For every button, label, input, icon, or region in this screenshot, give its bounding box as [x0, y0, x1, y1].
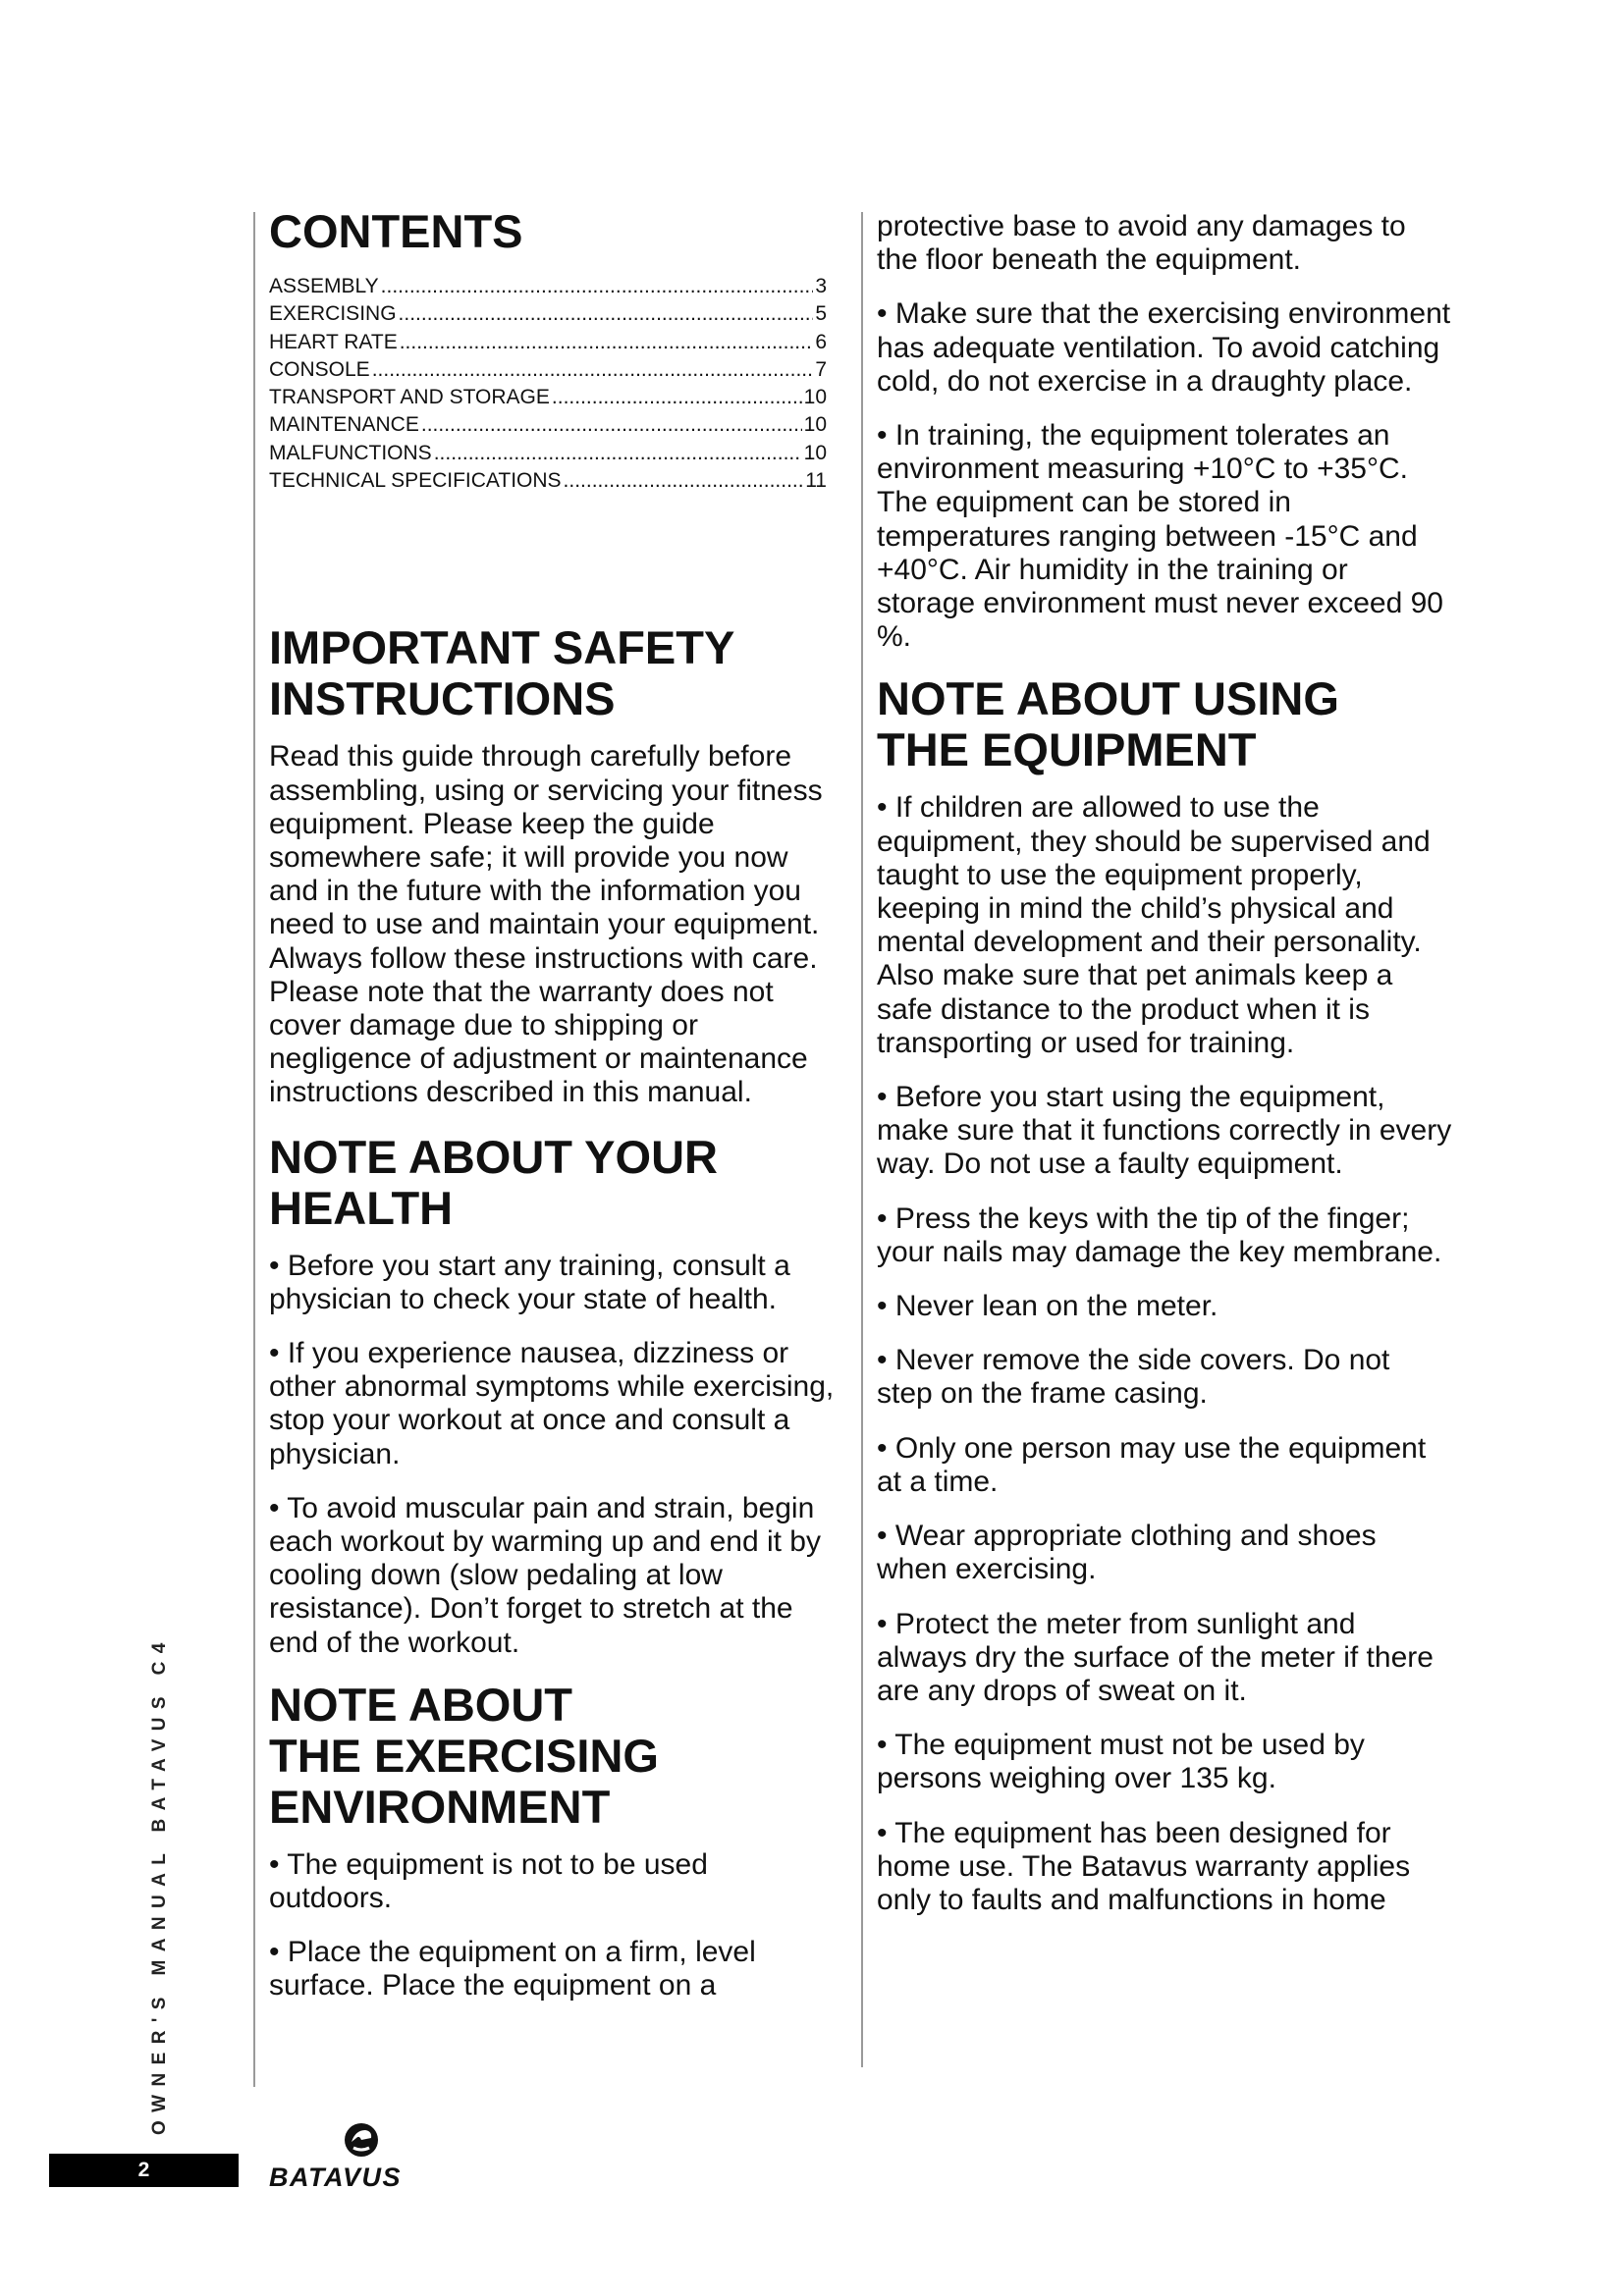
environment-heading-line: THE EXERCISING [269, 1729, 659, 1782]
health-heading-line: NOTE ABOUT YOUR [269, 1130, 718, 1183]
using-heading [877, 673, 1452, 775]
toc-item[interactable] [269, 329, 827, 356]
left-column [269, 206, 837, 2003]
using-bullet: • Before you start using the equipment, make sure that it functions correctly in every way. Do not use a faulty equipment. [877, 1081, 1452, 1181]
toc-page: 10 [803, 413, 827, 437]
toc-label: TECHNICAL SPECIFICATIONS [269, 469, 562, 493]
toc-page: 5 [815, 302, 827, 326]
left-column-rule [253, 212, 255, 2087]
using-bullet: • Press the keys with the tip of the finger; your nails may damage the key membrane. [877, 1201, 1442, 1268]
toc-label: TRANSPORT AND STORAGE [269, 386, 550, 409]
environment-bullet: • The equipment is not to be used outdoors. [269, 1847, 708, 1915]
using-bullet: • Wear appropriate clothing and shoes when exercising. [877, 1520, 1377, 1586]
toc-item[interactable] [269, 467, 827, 495]
batavus-wordmark: BATAVUS [269, 2163, 402, 2192]
environment-heading-line: NOTE ABOUT [269, 1678, 572, 1731]
toc-page: 3 [815, 275, 827, 297]
toc-label: EXERCISING [269, 302, 397, 326]
toc-label: CONSOLE [269, 357, 370, 381]
page-number: 2 [49, 2154, 239, 2187]
toc-item[interactable] [269, 273, 827, 300]
health-bullet: • Before you start any training, consult a physician to check your state of health. [269, 1249, 790, 1315]
toc-page: 11 [805, 469, 827, 493]
using-heading-line: NOTE ABOUT USING [877, 672, 1339, 725]
environment-bullet: • In training, the equipment tolerates an environment measuring +10°C to +35°C. The equipment can be stored in temperatures ranging between -15°C and +40°C. Air humidity in the training or storage environment must never exceed 90 %. [877, 419, 1443, 654]
environment-bullet: • Place the equipment on a firm, level surface. Place the equipment on a [269, 1936, 756, 2002]
toc-item[interactable] [269, 300, 827, 328]
health-heading-line: HEALTH [269, 1181, 454, 1234]
toc-item[interactable] [269, 440, 827, 467]
using-bullet: • The equipment must not be used by persons weighing over 135 kg. [877, 1729, 1365, 1795]
contents-title: CONTENTS [269, 205, 523, 257]
safety-intro: Read this guide through carefully before assembling, using or servicing your fitness equipment. Please keep the guide somewhere safe; it will provide you now and in the future with the information you need to use and maintain your equipment. Always follow these instructions with care. Please note that the warranty does not cover damage due to shipping or negligence of adjustment or maintenance instructions described in this manual. [269, 740, 823, 1109]
table-of-contents [269, 273, 827, 495]
toc-page: 10 [803, 386, 827, 409]
batavus-mark-icon [345, 2123, 378, 2157]
toc-label: ASSEMBLY [269, 275, 379, 297]
toc-label: MALFUNCTIONS [269, 441, 432, 464]
environment-heading [269, 1680, 837, 1833]
safety-heading [269, 622, 837, 724]
toc-page: 6 [815, 330, 827, 353]
toc-label: HEART RATE [269, 330, 398, 353]
safety-heading-line: IMPORTANT SAFETY [269, 621, 735, 674]
health-heading [269, 1132, 837, 1234]
using-bullet: • Only one person may use the equipment at a time. [877, 1431, 1427, 1498]
environment-heading-line: ENVIRONMENT [269, 1780, 611, 1833]
health-bullet: • To avoid muscular pain and strain, begin each workout by warming up and end it by cooling down (slow pedaling at low resistance). Don’t forget to stretch at the end of the workout. [269, 1491, 821, 1659]
toc-item[interactable] [269, 411, 827, 439]
environment-bullet: • Make sure that the exercising environment has adequate ventilation. To avoid catching cold, do not exercise in a draughty place. [877, 297, 1451, 398]
toc-item[interactable] [269, 384, 827, 411]
using-bullet: • Never lean on the meter. [877, 1290, 1218, 1323]
using-bullet: • The equipment has been designed for home use. The Batavus warranty applies only to faults and malfunctions in home [877, 1816, 1411, 1916]
sidebar-manual-title: OWNER'S MANUAL BATAVUS C4 [149, 1634, 170, 2135]
batavus-logo [267, 2118, 479, 2193]
toc-page: 7 [815, 357, 827, 381]
using-heading-line: THE EQUIPMENT [877, 723, 1257, 776]
right-column [877, 210, 1452, 1917]
using-bullet: • Never remove the side covers. Do not step on the frame casing. [877, 1344, 1390, 1411]
toc-page: 10 [803, 441, 827, 464]
using-bullet: • If children are allowed to use the equipment, they should be supervised and taught to use the equipment properly, keeping in mind the child’s physical and mental development and their personality. Also make sure that pet animals keep a safe distance to the product when it is transporting or used for training. [877, 791, 1431, 1059]
right-column-rule [861, 212, 863, 2067]
toc-label: MAINTENANCE [269, 413, 419, 437]
environment-continuation: protective base to avoid any damages to the floor beneath the equipment. [877, 210, 1406, 277]
safety-heading-line: INSTRUCTIONS [269, 672, 616, 725]
using-bullet: • Protect the meter from sunlight and always dry the surface of the meter if there are any drops of sweat on it. [877, 1607, 1434, 1707]
health-bullet: • If you experience nausea, dizziness or other abnormal symptoms while exercising, stop your workout at once and consult a physician. [269, 1337, 835, 1470]
toc-item[interactable] [269, 356, 827, 384]
